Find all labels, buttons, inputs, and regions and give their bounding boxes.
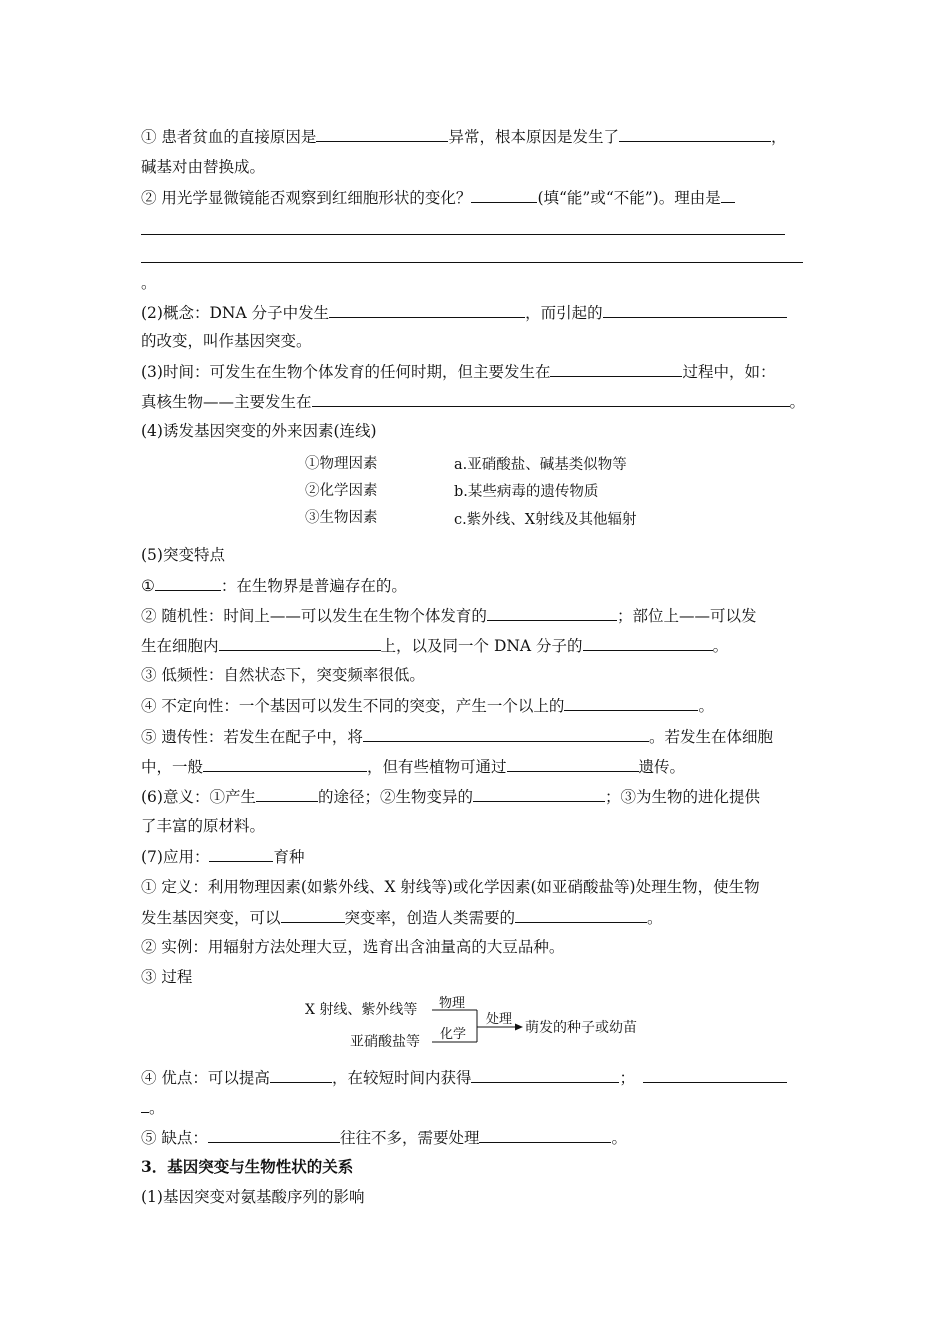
blank — [487, 605, 617, 621]
process-diagram — [300, 994, 660, 1056]
text-line: 的改变，叫作基因突变。 — [141, 332, 312, 350]
blank — [471, 187, 537, 203]
text-line: ③ 低频性：自然状态下，突变频率很低。 — [141, 666, 425, 684]
match-left-1: ①物理因素 — [305, 456, 378, 472]
blank — [281, 907, 345, 923]
match-left-3: ③生物因素 — [305, 510, 378, 526]
text-line: ⑤ 缺点： 往往不多，需要处理 。 — [141, 1129, 627, 1147]
text-line: 。 — [141, 274, 157, 292]
blank — [141, 1097, 149, 1113]
blank — [550, 361, 682, 377]
text-line: (2)概念：DNA 分子中发生 ，而引起的 — [141, 302, 787, 323]
blank — [203, 756, 367, 772]
blank — [329, 302, 525, 318]
diagram-target: 萌发的种子或幼苗 — [525, 1020, 637, 1036]
text-line: (4)诱发基因突变的外来因素(连线) — [141, 422, 377, 440]
blank — [619, 126, 771, 142]
blank — [363, 726, 649, 742]
text-line: ① ：在生物界是普遍存在的。 — [141, 577, 407, 595]
text-line: ④ 不定向性：一个基因可以发生不同的突变，产生一个以上的 。 — [141, 697, 714, 715]
blank — [209, 846, 273, 862]
text-line: (5)突变特点 — [141, 546, 225, 564]
blank — [583, 635, 713, 651]
text-line: ④ 优点：可以提高 ，在较短时间内获得 ； — [141, 1067, 787, 1088]
blank — [507, 756, 639, 772]
blank — [564, 695, 698, 711]
text-line: (7)应用： 育种 — [141, 848, 305, 866]
diagram-source-chemical: 亚硝酸盐等 — [350, 1034, 420, 1050]
blank — [479, 1127, 611, 1143]
text-line: (3)时间：可发生在生物个体发育的任何时期，但主要发生在 过程中，如： — [141, 363, 776, 381]
text-line: 碱基对由替换成。 — [141, 158, 266, 176]
blank — [270, 1067, 332, 1083]
blank — [316, 126, 448, 142]
answer-line — [141, 262, 803, 263]
diagram-label-process: 处理 — [486, 1012, 513, 1027]
text-line: ② 随机性：时间上——可以发生在生物个体发育的 ；部位上——可以发 — [141, 607, 757, 625]
blank — [473, 786, 605, 802]
blank — [256, 786, 318, 802]
text-line: 了丰富的原材料。 — [141, 817, 266, 835]
text-line: ① 定义：利用物理因素(如紫外线、X 射线等)或化学因素(如亚硝酸盐等)处理生物，使生物 — [141, 878, 760, 896]
text-line: ② 用光学显微镜能否观察到红细胞形状的变化？ (填“能”或“不能”)。理由是 — [141, 187, 735, 208]
blank — [515, 907, 647, 923]
blank — [643, 1067, 787, 1083]
text-line: 。 — [141, 1097, 165, 1118]
text-line: 生在细胞内 上，以及同一个 DNA 分子的 。 — [141, 637, 729, 655]
arrow-head-icon — [515, 1024, 523, 1031]
match-left-2: ②化学因素 — [305, 483, 378, 499]
text-line: ① 患者贫血的直接原因是 异常，根本原因是发生了 ， — [141, 128, 787, 146]
text-line: ② 实例：用辐射方法处理大豆，选育出含油量高的大豆品种。 — [141, 938, 565, 956]
blank — [155, 575, 221, 591]
text-line: 发生基因突变，可以 突变率，创造人类需要的 。 — [141, 909, 663, 927]
diagram-label-physical: 物理 — [439, 996, 466, 1011]
diagram-label-chemical: 化学 — [440, 1027, 467, 1042]
answer-line — [141, 234, 785, 235]
blank — [312, 391, 790, 407]
match-right-b: b.某些病毒的遗传物质 — [454, 484, 599, 500]
blank — [208, 1127, 340, 1143]
text-line: (1)基因突变对氨基酸序列的影响 — [141, 1188, 365, 1206]
text-line: ⑤ 遗传性：若发生在配子中，将 。若发生在体细胞 — [141, 728, 773, 746]
text-line: ③ 过程 — [141, 968, 193, 986]
diagram-source-physical: X 射线、紫外线等 — [305, 1002, 418, 1018]
blank — [603, 302, 787, 318]
match-right-c: c.紫外线、X射线及其他辐射 — [454, 512, 637, 528]
blank — [721, 187, 735, 203]
text-line: 中，一般 ，但有些植物可通过 遗传。 — [141, 758, 686, 776]
blank — [219, 635, 381, 651]
text-line: (6)意义：①产生 的途径；②生物变异的 ；③为生物的进化提供 — [141, 788, 760, 806]
match-right-a: a.亚硝酸盐、碱基类似物等 — [454, 457, 627, 473]
blank — [471, 1067, 619, 1083]
text-line: 真核生物——主要发生在 。 — [141, 393, 806, 411]
section-heading: 3．基因突变与生物性状的关系 — [141, 1157, 354, 1176]
